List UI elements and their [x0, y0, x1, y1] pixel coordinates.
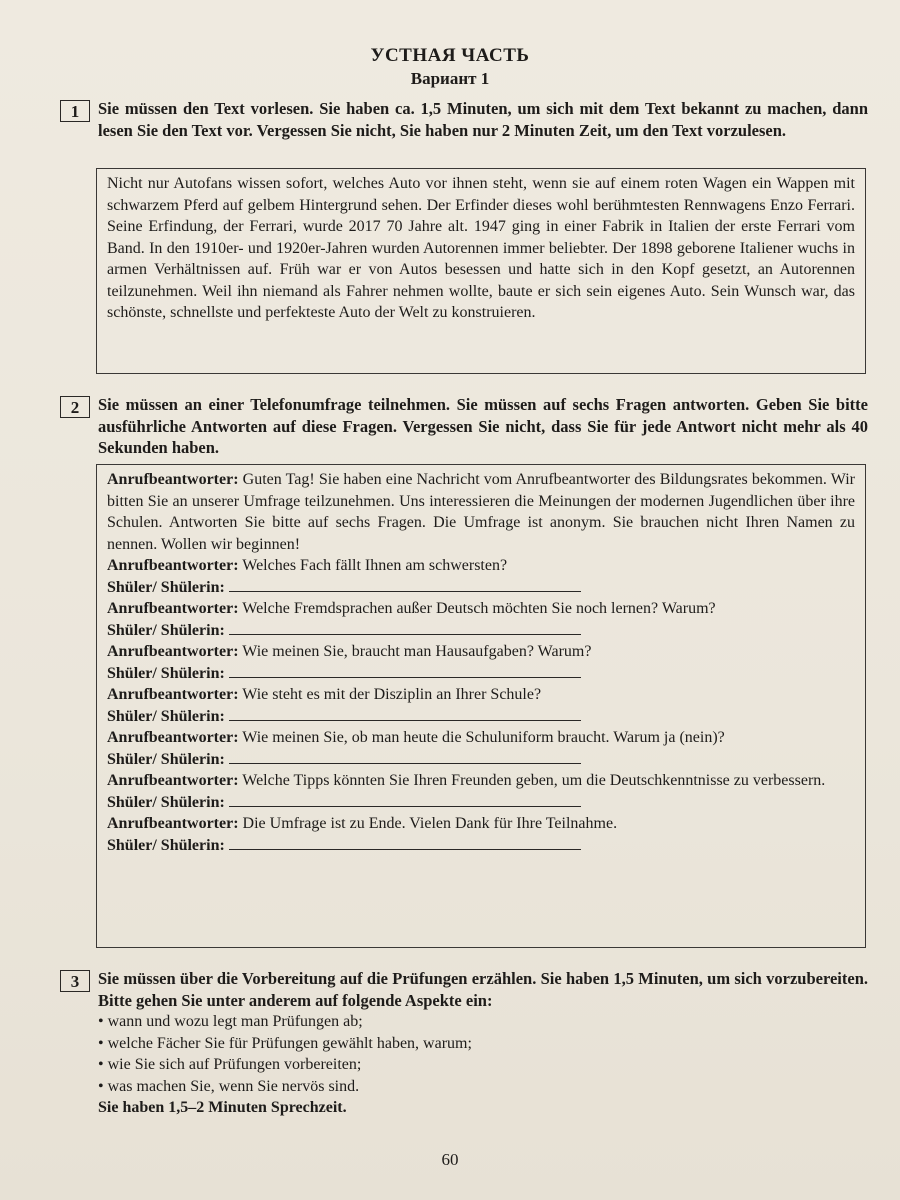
dialogue-closing — [107, 813, 855, 835]
list-item: • was machen Sie, wenn Sie nervös sind. — [98, 1076, 868, 1098]
answer-row — [107, 663, 855, 685]
answer-row — [107, 620, 855, 642]
speaker-label: Anrufbeantworter: — [107, 471, 239, 488]
student-label: Shüler/ Shülerin: — [107, 664, 225, 682]
answer-line — [229, 706, 581, 721]
answer-row — [107, 577, 855, 599]
task-number: 1 — [60, 100, 90, 122]
reading-text: Nicht nur Autofans wissen sofort, welches Auto vor ihnen steht, wenn sie auf einem roten Wagen ein Wappen mit schwarzem Pferd auf gelbem Hintergrund sehen. Der Erfinder dieses wohl berühmtesten Rennwagens Enzo Ferrari. Seine Erfindung, der Ferrari, wurde 2017 70 Jahre alt. 1947 ging in einer Fabrik in Italien der erste Ferrari vom Band. In den 1910er- und 1920er-Jahren wurden Autorennen immer beliebter. Der 1898 geborene Italiener wuchs in armen Verhältnissen auf. Früh war er von Autos besessen und hatte sich in den Kopf gesetzt, an Autorennen teilzunehmen. Weil ihn niemand als Fahrer nehmen wollte, baute er sich sein eigenes Auto. Sein Wunsch war, das schönste, schnellste und perfekteste Auto der Welt zu konstruieren. — [107, 175, 855, 321]
question-text: Wie meinen Sie, ob man heute die Schuluniform braucht. Warum ja (nein)? — [242, 729, 725, 746]
question-text: Welches Fach fällt Ihnen am schwersten? — [242, 557, 508, 574]
dialogue-question — [107, 684, 855, 706]
reading-text-box — [96, 168, 866, 374]
speaker-label: Anrufbeantworter: — [107, 729, 239, 746]
question-text: Wie meinen Sie, braucht man Hausaufgaben? Warum? — [242, 643, 592, 660]
speaker-label: Anrufbeantworter: — [107, 686, 239, 703]
dialogue-question — [107, 641, 855, 663]
task-1 — [60, 98, 868, 141]
task-instruction: Sie müssen an einer Telefonumfrage teilnehmen. Sie müssen auf sechs Fragen antworten. Geben Sie bitte ausführliche Antworten auf diese Fragen. Vergessen Sie nicht, dass Sie für jede Antwort nicht mehr als 40 Sekunden haben. — [98, 395, 868, 457]
answer-line — [229, 792, 581, 807]
answer-line — [229, 835, 581, 850]
page-subtitle: Вариант 1 — [410, 69, 490, 88]
task-instruction: Sie müssen den Text vorlesen. Sie haben ca. 1,5 Minuten, um sich mit dem Text bekannt zu machen, dann lesen Sie den Text vor. Vergessen Sie nicht, Sie haben nur 2 Minuten Zeit, um den Text vorzulesen. — [98, 99, 868, 140]
task-number: 2 — [60, 396, 90, 418]
list-item: • wie Sie sich auf Prüfungen vorbereiten; — [98, 1054, 868, 1076]
student-label: Shüler/ Shülerin: — [107, 621, 225, 639]
speaker-label: Anrufbeantworter: — [107, 600, 239, 617]
student-label: Shüler/ Shülerin: — [107, 793, 225, 811]
speaker-label: Anrufbeantworter: — [107, 557, 239, 574]
task-2 — [60, 394, 868, 459]
dialogue-question — [107, 727, 855, 749]
student-label: Shüler/ Shülerin: — [107, 836, 225, 854]
closing-text: Die Umfrage ist zu Ende. Vielen Dank für Ihre Teilnahme. — [242, 815, 618, 832]
dialogue-question — [107, 555, 855, 577]
speaker-label: Anrufbeantworter: — [107, 772, 239, 789]
page-header — [0, 44, 900, 90]
student-label: Shüler/ Shülerin: — [107, 707, 225, 725]
dialogue-box — [96, 464, 866, 948]
list-item: • wann und wozu legt man Prüfungen ab; — [98, 1011, 868, 1033]
answer-line — [229, 663, 581, 678]
speaker-label: Anrufbeantworter: — [107, 643, 239, 660]
task-3 — [60, 968, 868, 1119]
question-text: Welche Tipps könnten Sie Ihren Freunden geben, um die Deutschkenntnisse zu verbessern. — [242, 772, 826, 789]
student-label: Shüler/ Shülerin: — [107, 578, 225, 596]
question-text: Wie steht es mit der Disziplin an Ihrer Schule? — [242, 686, 542, 703]
question-text: Welche Fremdsprachen außer Deutsch möchten Sie noch lernen? Warum? — [242, 600, 716, 617]
answer-line — [229, 749, 581, 764]
answer-row — [107, 792, 855, 814]
speaking-time-note: Sie haben 1,5–2 Minuten Sprechzeit. — [98, 1099, 347, 1116]
answer-row — [107, 706, 855, 728]
aspect-list — [98, 1011, 868, 1097]
dialogue-intro — [107, 469, 855, 555]
page-number: 60 — [441, 1150, 459, 1169]
student-label: Shüler/ Shülerin: — [107, 750, 225, 768]
answer-row — [107, 749, 855, 771]
task-number: 3 — [60, 970, 90, 992]
answer-line — [229, 620, 581, 635]
page-title: УСТНАЯ ЧАСТЬ — [370, 45, 530, 66]
answer-line — [229, 577, 581, 592]
intro-text: Guten Tag! Sie haben eine Nachricht vom Anrufbeantworter des Bildungsrates bekommen. Wir bitten Sie an unserer Umfrage teilzunehmen. Uns interessieren die Meinungen der modernen Jugendlichen über ihre Schulen. Antworten Sie bitte auf sechs Fragen. Die Umfrage ist anonym. Sie brauchen nicht Ihren Namen zu nennen. Wollen wir beginnen! — [107, 471, 856, 553]
task-instruction: Sie müssen über die Vorbereitung auf die Prüfungen erzählen. Sie haben 1,5 Minuten, um sich vorzubereiten. Bitte gehen Sie unter anderem auf folgende Aspekte ein: — [98, 969, 868, 1010]
list-item: • welche Fächer Sie für Prüfungen gewählt haben, warum; — [98, 1033, 868, 1055]
dialogue-question — [107, 598, 855, 620]
answer-row — [107, 835, 855, 857]
dialogue-question — [107, 770, 855, 792]
speaker-label: Anrufbeantworter: — [107, 815, 239, 832]
